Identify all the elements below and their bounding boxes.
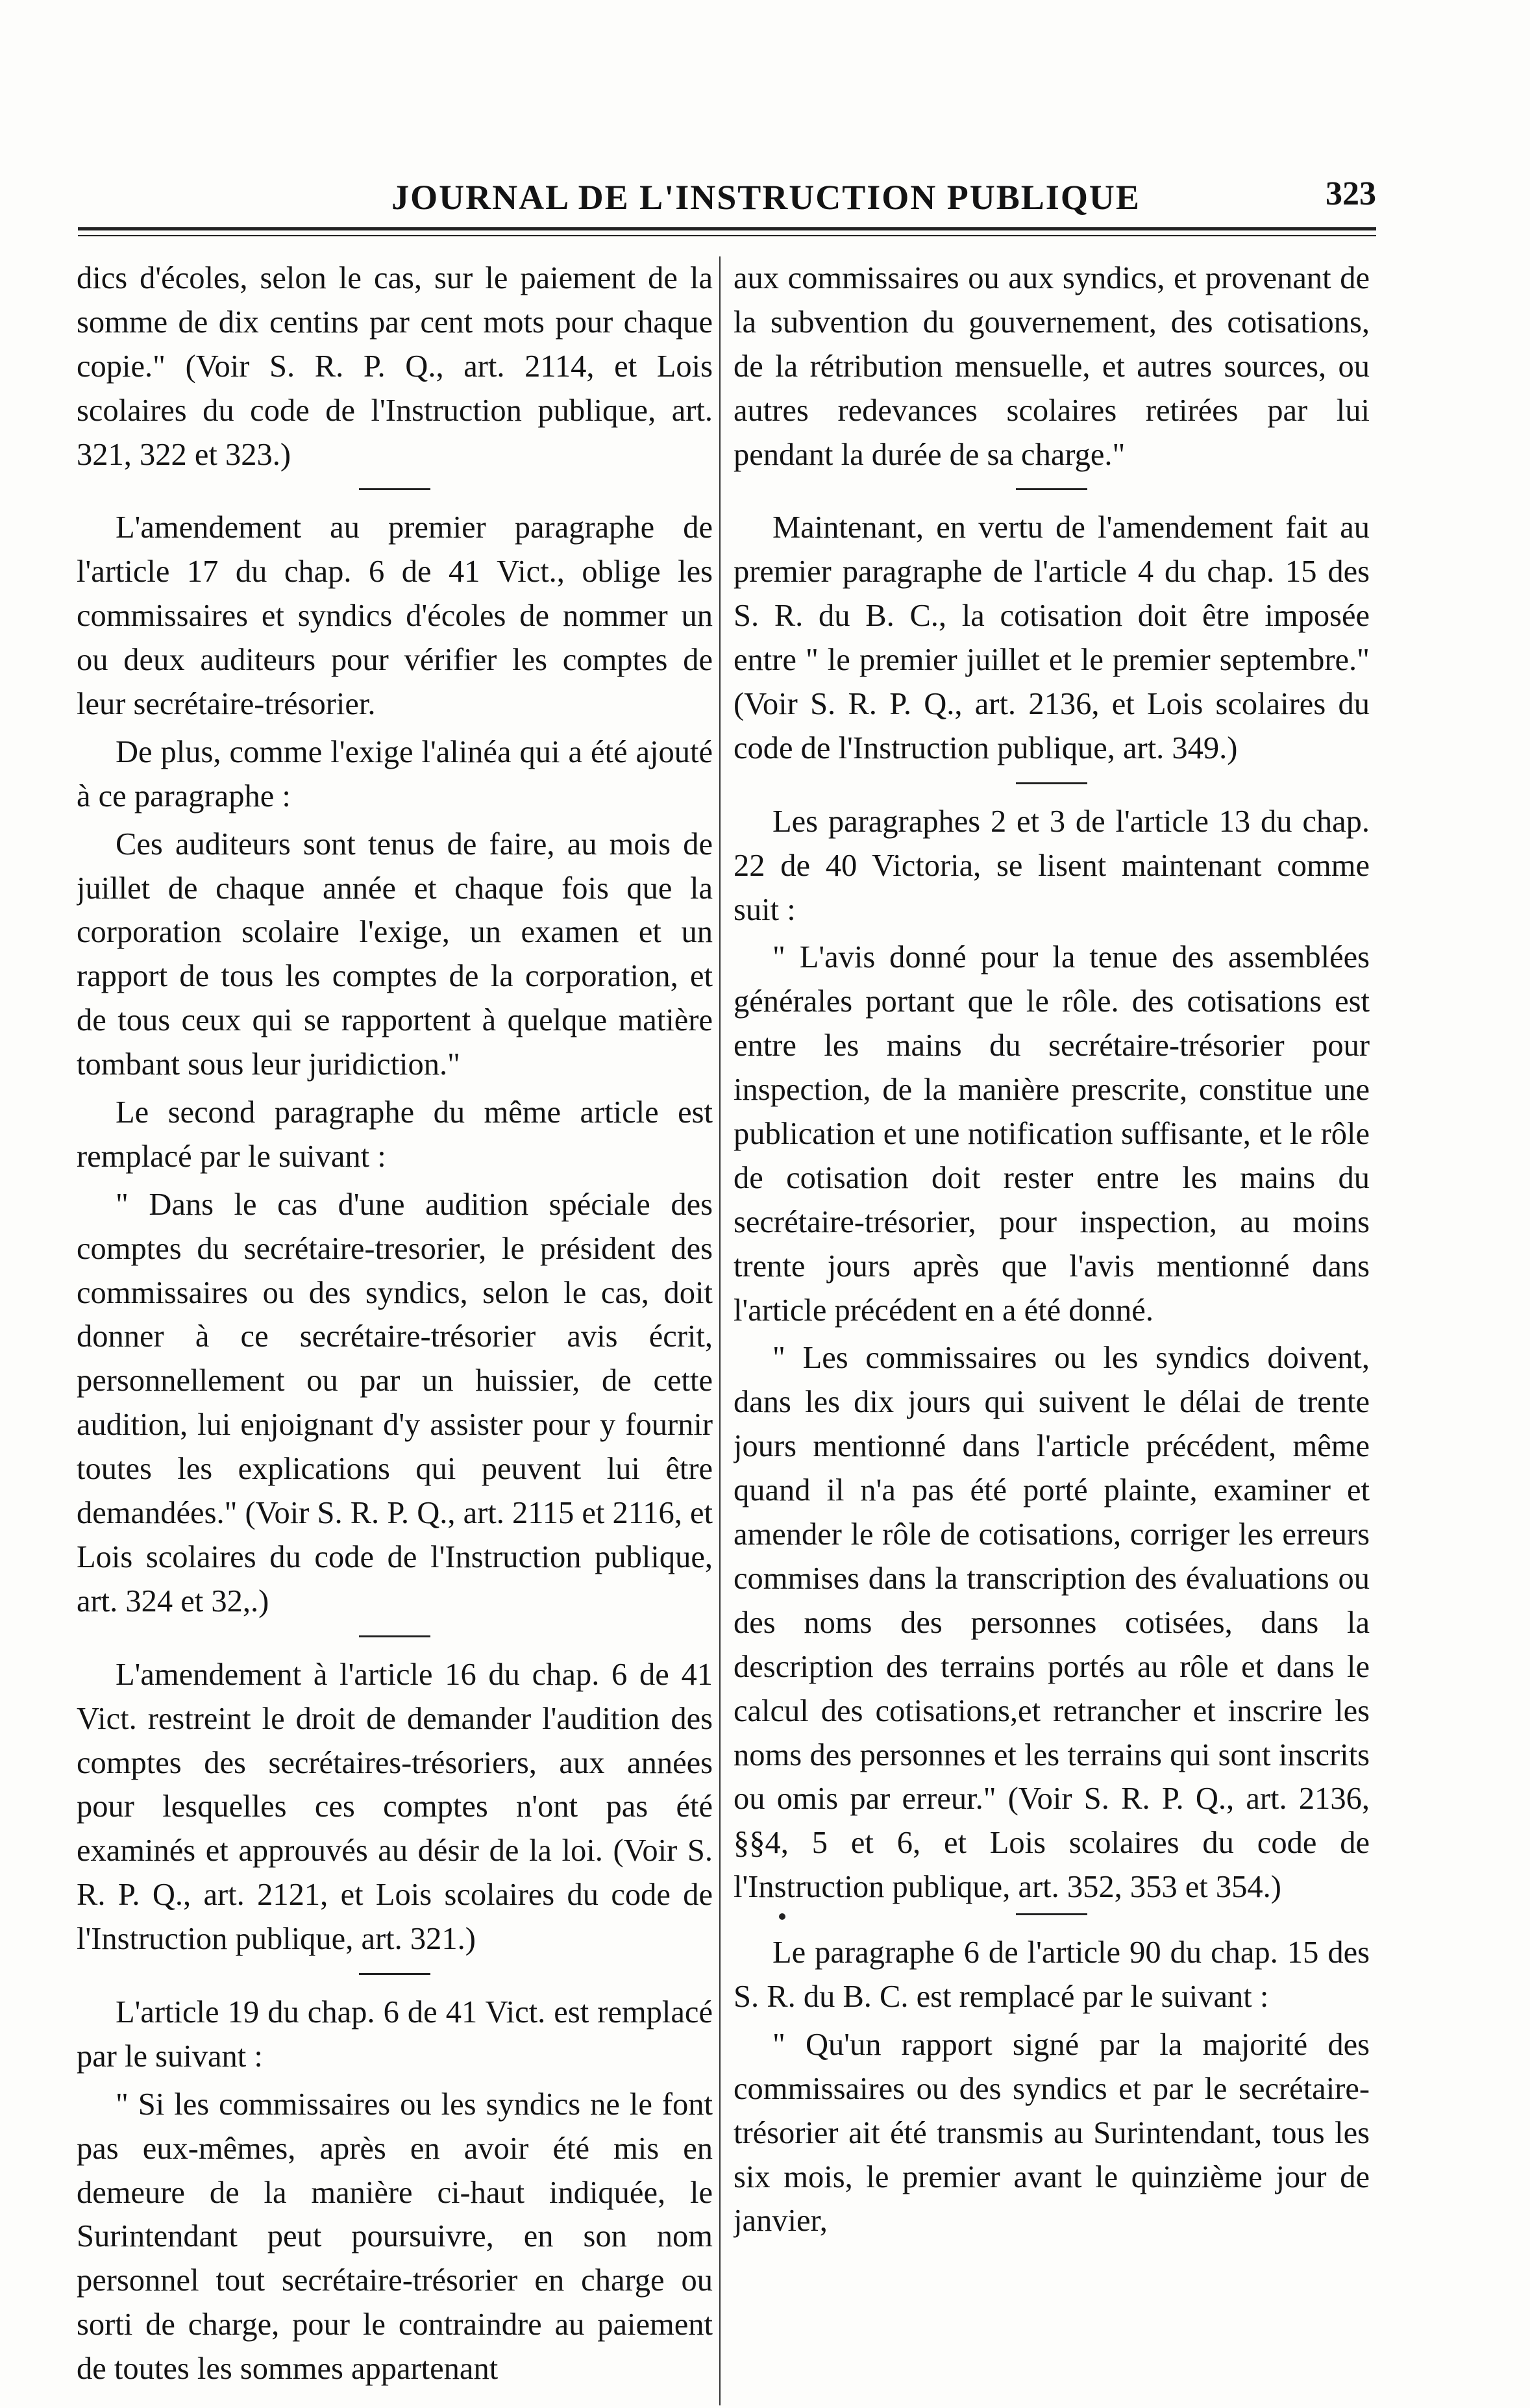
dot-mark [779,1913,785,1920]
paragraph: Le second paragraphe du même article est remplacé par le suivant : [77,1095,713,1174]
paragraph: aux commissaires ou aux syndics, et provenant de la subvention du gouvernement, des cotisations, de la rétribution mensuelle, et autres sources, ou autres redevances scolaires retirées par lui pendant la durée de sa charge." [734,261,1370,472]
separator-rule [359,1635,430,1637]
running-title: JOURNAL DE L'INSTRUCTION PUBLIQUE [391,178,1141,217]
paragraph: L'amendement à l'article 16 du chap. 6 de 41 Vict. restreint le droit de demander l'audition des comptes des secrétaires-trésoriers, aux années pour lesquelles ces comptes n'ont pas été examinés et approuvés au désir de la loi. (Voir S. R. P. Q., art. 2121, et Lois scolaires du code de l'Instruction publique, art. 321.) [77,1657,713,1957]
paragraph: " Si les commissaires ou les syndics ne le font pas eux-mêmes, après en avoir été mis en demeure de la manière ci-haut indiquée, le Surintendant peut poursuivre, en son nom personnel tout secrétaire-trésorier en charge ou sorti de charge, pour le contraindre au paiement de toutes les sommes appartenant [77,2087,713,2387]
header-rule-thick [78,227,1376,230]
paragraph: " Les commissaires ou les syndics doivent, dans les dix jours qui suivent le délai de trente jours mentionné dans l'article précédent, même quand il n'a pas été porté plainte, examiner et amender le rôle de cotisations, corriger les erreurs commises dans la transcription des évaluations ou des noms des personnes cotisées, dans la description des terrains portés au rôle et dans le calcul des cotisations,et retrancher et inscrire les noms des personnes et les terrains qui sont inscrits ou omis par erreur." (Voir S. R. P. Q., art. 2136, §§4, 5 et 6, et Lois scolaires du code de l'Instruction publique, art. 352, 353 et 354.) [734,1341,1370,1905]
paragraph: Ces auditeurs sont tenus de faire, au mois de juillet de chaque année et chaque fois que la corporation scolaire l'exige, un examen et un rapport de tous les comptes de la corporation, et de tous ceux qui se rapportent à quelque matière tombant sous leur juridiction." [77,826,713,1082]
paragraph: Les paragraphes 2 et 3 de l'article 13 du chap. 22 de 40 Victoria, se lisent maintenant comme suit : [734,804,1370,927]
separator-rule [359,1973,430,1975]
paragraph: " L'avis donné pour la tenue des assemblées générales portant que le rôle. des cotisations est entre les mains du secrétaire-trésorier pour inspection, de la manière prescrite, constitue une publication et une notification suffisante, et le rôle de cotisation doit rester entre les mains du secrétaire-trésorier, pour inspection, au moins trente jours après que l'avis mentionné dans l'article précédent en a été donné. [734,940,1370,1328]
separator-rule [1016,782,1087,784]
paragraph: Le paragraphe 6 de l'article 90 du chap. 15 des S. R. du B. C. est remplacé par le suivant : [734,1935,1370,2014]
paragraph: Maintenant, en vertu de l'amendement fait au premier paragraphe de l'article 4 du chap. 15 des S. R. du B. C., la cotisation doit être imposée entre " le premier juillet et le premier septembre." (Voir S. R. P. Q., art. 2136, et Lois scolaires du code de l'Instruction publique, art. 349.) [734,510,1370,765]
left-column [77,256,713,2399]
header-rule-thin [78,235,1376,236]
dot-separator [734,1913,1370,1915]
page-header [91,172,1402,224]
page-number: 323 [1326,175,1376,212]
paragraph: " Dans le cas d'une audition spéciale des comptes du secrétaire-tresorier, le président des commissaires ou des syndics, selon le cas, doit donner à ce secrétaire-trésorier avis écrit, personnellement ou par un huissier, de cette audition, lui enjoignant d'y assister pour y fournir toutes les explications qui peuvent lui être demandées." (Voir S. R. P. Q., art. 2115 et 2116, et Lois scolaires du code de l'Instruction publique, art. 324 et 32,.) [77,1187,713,1619]
paragraph: " Qu'un rapport signé par la majorité des commissaires ou des syndics et par le secrétaire-trésorier ait été transmis au Surintendant, tous les six mois, le premier avant le quinzième jour de janvier, [734,2027,1370,2239]
separator-rule [1016,1913,1087,1915]
paragraph: De plus, comme l'exige l'alinéa qui a été ajouté à ce paragraphe : [77,734,713,813]
paragraph: L'article 19 du chap. 6 de 41 Vict. est remplacé par le suivant : [77,1994,713,2074]
paragraph: L'amendement au premier paragraphe de l'article 17 du chap. 6 de 41 Vict., oblige les commissaires et syndics d'écoles de nommer un ou deux auditeurs pour vérifier les comptes de leur secrétaire-trésorier. [77,510,713,722]
right-column [734,256,1370,2399]
paragraph: dics d'écoles, selon le cas, sur le paiement de la somme de dix centins par cent mots pour chaque copie." (Voir S. R. P. Q., art. 2114, et Lois scolaires du code de l'Instruction publique, art. 321, 322 et 323.) [77,261,713,472]
column-divider [719,256,721,2405]
separator-rule [359,488,430,490]
separator-rule [1016,488,1087,490]
